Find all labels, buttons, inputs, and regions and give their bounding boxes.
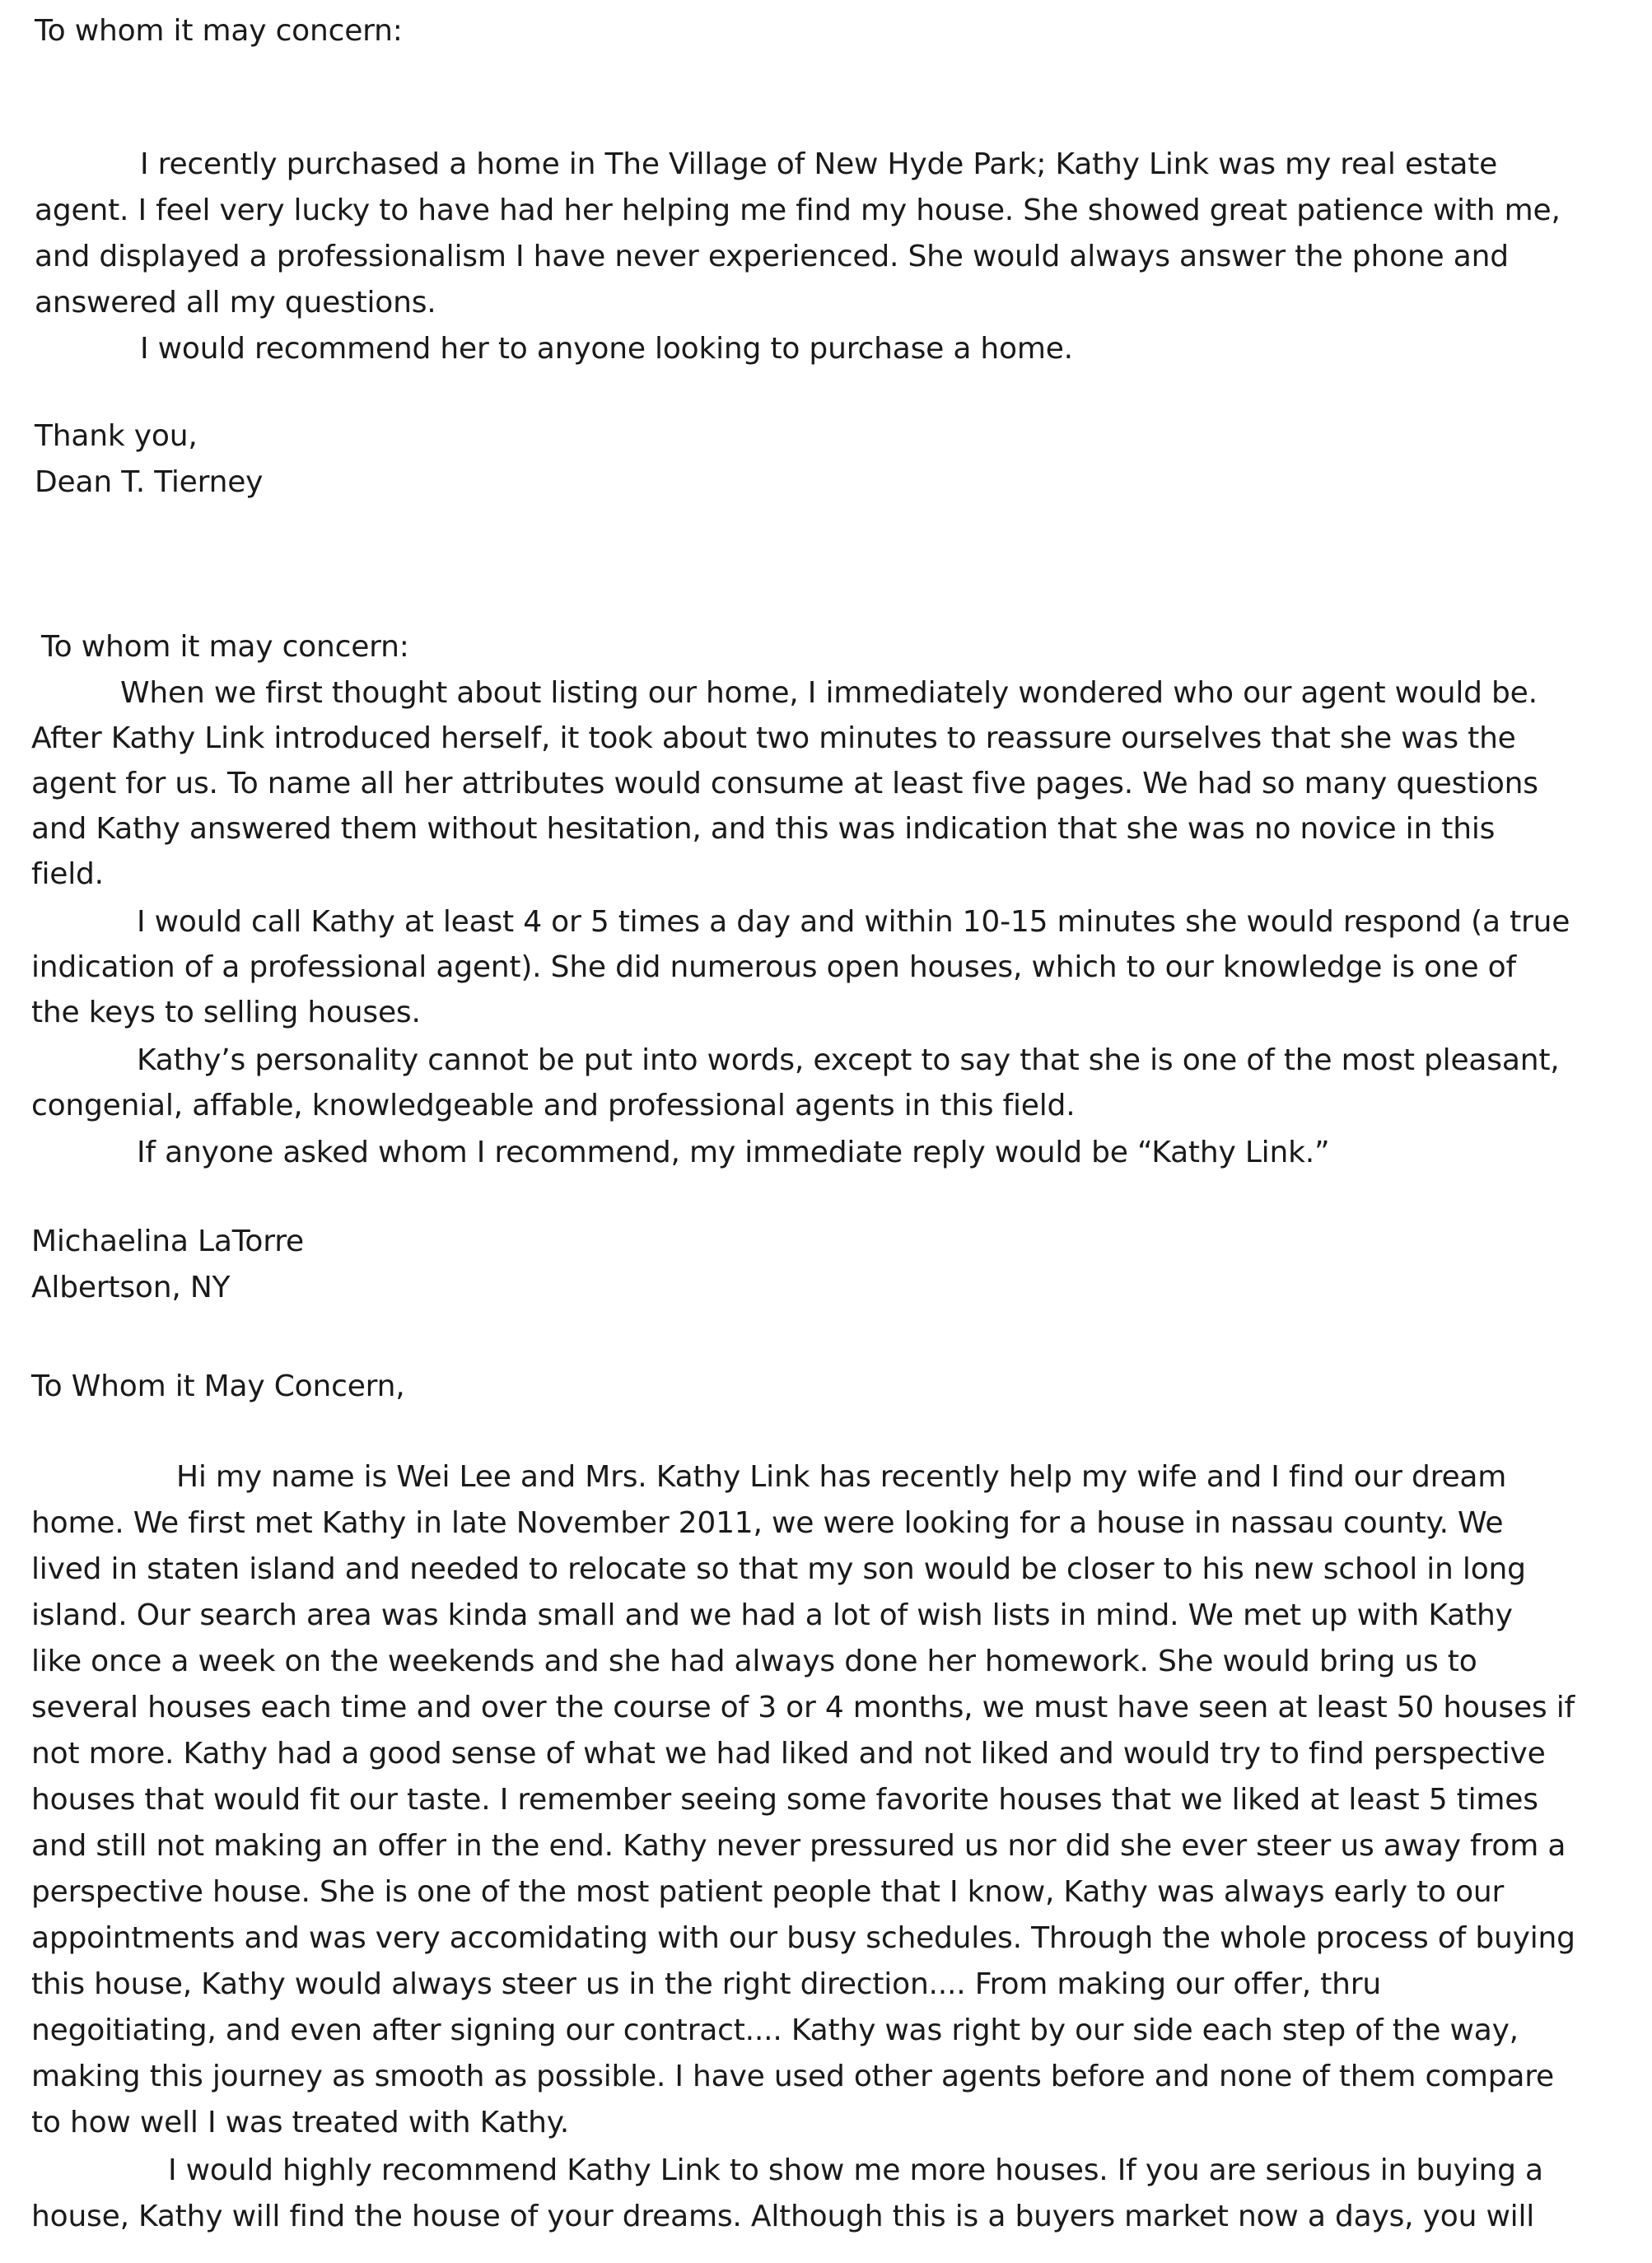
salutation: To whom it may concern: xyxy=(41,630,409,664)
paragraph-line: If anyone asked whom I recommend, my immediate reply would be “Kathy Link.” xyxy=(137,1136,1330,1169)
paragraph-line: house, Kathy will find the house of your dreams. Although this is a buyers market now a days, you will xyxy=(31,2200,1535,2233)
salutation: To whom it may concern: xyxy=(35,14,403,48)
signature-location: Albertson, NY xyxy=(31,1271,231,1304)
paragraph-line: I would recommend her to anyone looking to purchase a home. xyxy=(140,332,1073,366)
paragraph-line: indication of a professional agent). She did numerous open houses, which to our knowledge is one of xyxy=(31,950,1516,984)
paragraph-line: home. We first met Kathy in late November 2011, we were looking for a house in nassau county. We xyxy=(31,1506,1504,1540)
paragraph-line: appointments and was very accomidating with our busy schedules. Through the whole process of buying xyxy=(31,1921,1575,1955)
paragraph-line: to how well I was treated with Kathy. xyxy=(31,2106,570,2139)
paragraph-line: agent for us. To name all her attributes would consume at least five pages. We had so many questions xyxy=(31,767,1538,800)
paragraph-line: not more. Kathy had a good sense of what we had liked and not liked and would try to find perspective xyxy=(31,1737,1546,1771)
paragraph-line: When we first thought about listing our home, I immediately wondered who our agent would be. xyxy=(120,676,1538,710)
signature-name: Dean T. Tierney xyxy=(35,465,264,499)
signature-name: Michaelina LaTorre xyxy=(31,1225,304,1258)
paragraph-line: congenial, affable, knowledgeable and professional agents in this field. xyxy=(31,1089,1076,1122)
paragraph-line: like once a week on the weekends and she had always done her homework. She would bring us to xyxy=(31,1645,1477,1678)
paragraph-line: answered all my questions. xyxy=(35,286,436,320)
paragraph-line: After Kathy Link introduced herself, it took about two minutes to reassure ourselves that she was the xyxy=(31,721,1516,755)
paragraph-line: this house, Kathy would always steer us in the right direction.... From making our offer, thru xyxy=(31,1967,1381,2001)
paragraph-line: and still not making an offer in the end. Kathy never pressured us nor did she ever steer us away from a xyxy=(31,1829,1566,1863)
paragraph-line: the keys to selling houses. xyxy=(31,996,421,1029)
paragraph-line: Kathy’s personality cannot be put into words, except to say that she is one of the most pleasant, xyxy=(137,1043,1560,1077)
paragraph-line: houses that would fit our taste. I remember seeing some favorite houses that we liked at least 5 times xyxy=(31,1783,1538,1817)
paragraph-line: making this journey as smooth as possible. I have used other agents before and none of them compare xyxy=(31,2060,1555,2093)
paragraph-line: negoitiating, and even after signing our contract.... Kathy was right by our side each step of the way, xyxy=(31,2013,1519,2047)
paragraph-line: agent. I feel very lucky to have had her helping me find my house. She showed great patience with me, xyxy=(35,194,1561,227)
paragraph-line: perspective house. She is one of the most patient people that I know, Kathy was always early to our xyxy=(31,1875,1505,1909)
paragraph-line: lived in staten island and needed to relocate so that my son would be closer to his new school in long xyxy=(31,1552,1526,1586)
paragraph-line: and displayed a professionalism I have never experienced. She would always answer the phone and xyxy=(35,240,1509,273)
closing: Thank you, xyxy=(35,419,198,453)
paragraph-line: I recently purchased a home in The Village of New Hyde Park; Kathy Link was my real estate xyxy=(140,147,1498,181)
paragraph-line: several houses each time and over the course of 3 or 4 months, we must have seen at least 50 houses if xyxy=(31,1691,1575,1724)
salutation: To Whom it May Concern, xyxy=(31,1369,405,1403)
paragraph-line: field. xyxy=(31,857,104,891)
paragraph-line: and Kathy answered them without hesitation, and this was indication that she was no novice in this xyxy=(31,812,1496,846)
paragraph-line: I would highly recommend Kathy Link to show me more houses. If you are serious in buying a xyxy=(168,2153,1543,2187)
paragraph-line: I would call Kathy at least 4 or 5 times a day and within 10-15 minutes she would respond (a true xyxy=(137,905,1570,939)
paragraph-line: island. Our search area was kinda small and we had a lot of wish lists in mind. We met up with Kathy xyxy=(31,1598,1513,1632)
paragraph-line: Hi my name is Wei Lee and Mrs. Kathy Link has recently help my wife and I find our dream xyxy=(176,1460,1507,1494)
